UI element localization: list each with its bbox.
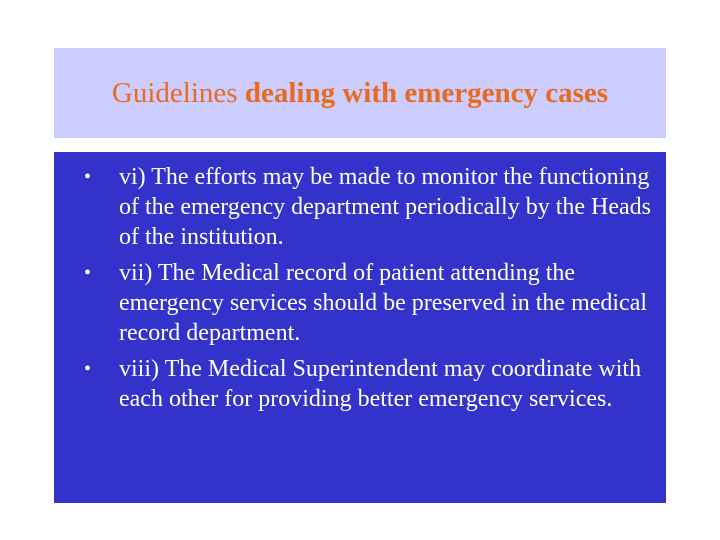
bullet-text: viii) The Medical Superintendent may coordinate with each other for providing better emergency services.	[119, 356, 642, 412]
bullet-text: vii) The Medical record of patient attending the emergency services should be preserved in the medical record department.	[119, 260, 648, 346]
bullet-list	[84, 162, 664, 420]
bullet-item	[84, 258, 664, 348]
title-banner	[54, 48, 666, 138]
bullet-item	[84, 162, 664, 252]
bullet-item	[84, 354, 664, 414]
content-panel	[54, 152, 666, 503]
bullet-icon: •	[84, 358, 92, 380]
title-emphasis: dealing with emergency cases	[244, 76, 609, 109]
bullet-icon: •	[84, 166, 92, 188]
bullet-icon: •	[84, 262, 92, 284]
slide-title	[112, 77, 608, 110]
bullet-text: vi) The efforts may be made to monitor the functioning of the emergency department periodically by the Heads of the institution.	[119, 164, 652, 250]
title-prefix: Guidelines	[111, 76, 245, 109]
